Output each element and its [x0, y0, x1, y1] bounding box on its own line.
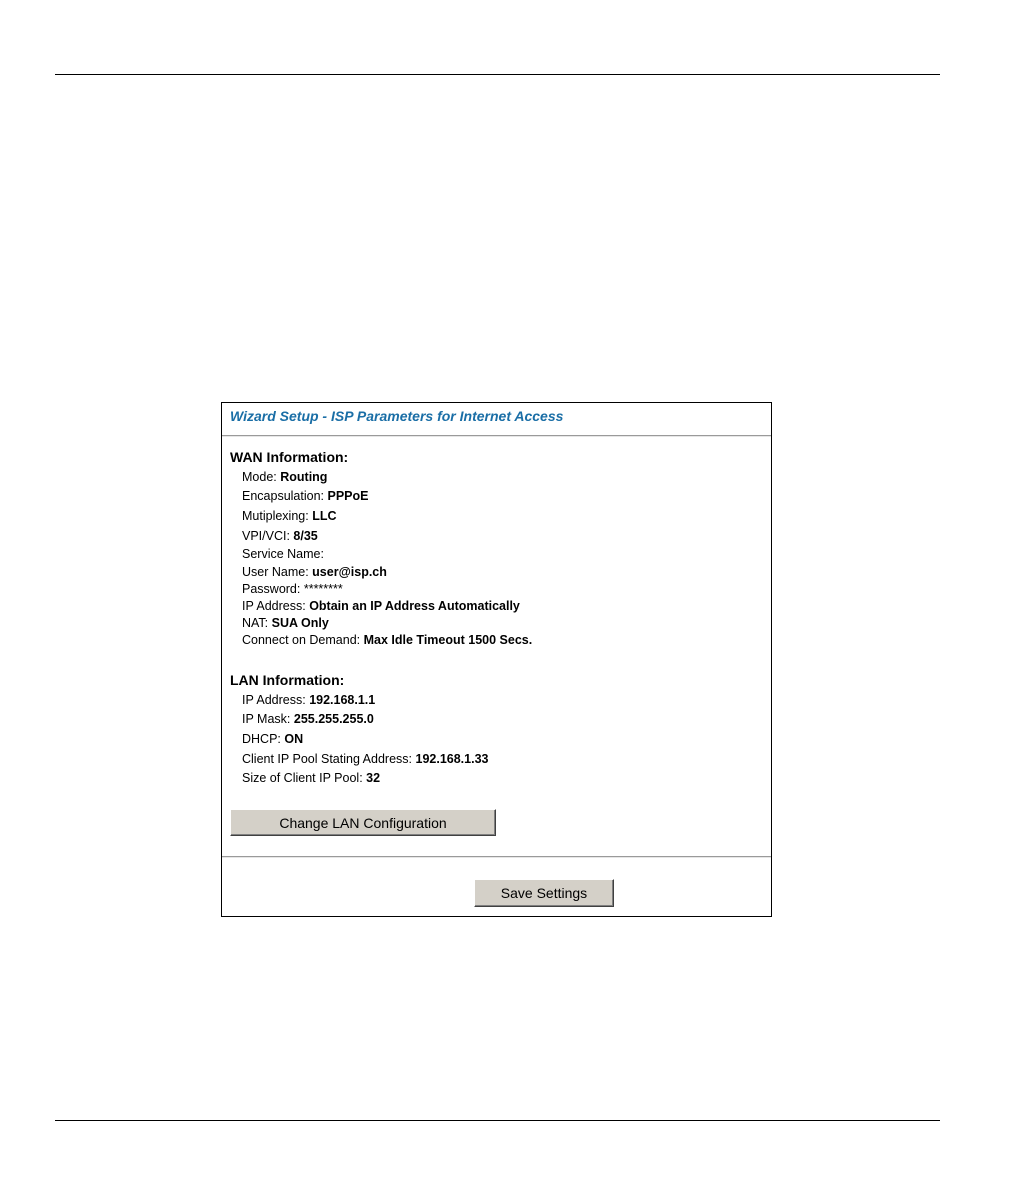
lan-ip-mask-label: IP Mask: — [242, 712, 291, 726]
wan-mode-row — [242, 469, 327, 485]
wizard-panel — [221, 402, 772, 917]
wan-password-row — [242, 581, 343, 597]
lan-pool-start-label: Client IP Pool Stating Address: — [242, 752, 413, 766]
wan-multiplexing-row — [242, 508, 337, 524]
header-rule — [55, 74, 940, 75]
lan-ip-mask-value: 255.255.255.0 — [293, 712, 374, 726]
wan-mode-label: Mode: — [242, 470, 277, 484]
save-settings-button[interactable]: Save Settings — [474, 879, 614, 907]
wan-connect-on-demand-value: Max Idle Timeout 1500 Secs. — [363, 633, 533, 647]
wan-multiplexing-value: LLC — [312, 509, 337, 523]
wan-connect-on-demand-row — [242, 632, 532, 648]
wan-encapsulation-row — [242, 488, 369, 504]
wan-mode-value: Routing — [280, 470, 328, 484]
wan-vpi-vci-label: VPI/VCI: — [242, 529, 290, 543]
lan-dhcp-label: DHCP: — [242, 732, 281, 746]
wan-nat-label: NAT: — [242, 616, 269, 630]
change-lan-configuration-button[interactable]: Change LAN Configuration — [230, 809, 496, 836]
lan-pool-start-value: 192.168.1.33 — [415, 752, 489, 766]
wan-user-name-value: user@isp.ch — [312, 565, 387, 579]
wan-user-name-label: User Name: — [242, 565, 309, 579]
wan-nat-value: SUA Only — [271, 616, 329, 630]
wan-password-label: Password: — [242, 582, 301, 596]
wan-section-heading: WAN Information: — [230, 449, 349, 465]
wizard-title: Wizard Setup - ISP Parameters for Internet Access — [230, 408, 564, 424]
lan-pool-size-value: 32 — [366, 771, 381, 785]
lan-ip-address-label: IP Address: — [242, 693, 306, 707]
wan-ip-address-value: Obtain an IP Address Automatically — [309, 599, 520, 613]
wan-password-value: ******** — [303, 582, 343, 596]
wan-ip-address-label: IP Address: — [242, 599, 306, 613]
wan-multiplexing-label: Mutiplexing: — [242, 509, 309, 523]
lan-dhcp-row — [242, 731, 303, 747]
wan-connect-on-demand-label: Connect on Demand: — [242, 633, 361, 647]
wan-service-name-label: Service Name: — [242, 547, 324, 561]
wan-user-name-row — [242, 564, 387, 580]
footer-rule — [55, 1120, 940, 1121]
wan-vpi-vci-value: 8/35 — [293, 529, 318, 543]
wan-nat-row — [242, 615, 329, 631]
footer-divider — [222, 856, 771, 858]
lan-dhcp-value: ON — [284, 732, 304, 746]
title-divider — [222, 435, 771, 437]
wan-encapsulation-label: Encapsulation: — [242, 489, 325, 503]
wan-encapsulation-value: PPPoE — [327, 489, 369, 503]
wan-vpi-vci-row — [242, 528, 318, 544]
lan-pool-size-row — [242, 770, 380, 786]
lan-pool-start-row — [242, 751, 489, 767]
lan-ip-address-row — [242, 692, 375, 708]
wan-ip-address-row — [242, 598, 520, 614]
lan-ip-address-value: 192.168.1.1 — [309, 693, 376, 707]
lan-pool-size-label: Size of Client IP Pool: — [242, 771, 363, 785]
lan-ip-mask-row — [242, 711, 374, 727]
wan-service-name-row — [242, 546, 324, 562]
lan-section-heading: LAN Information: — [230, 672, 345, 688]
